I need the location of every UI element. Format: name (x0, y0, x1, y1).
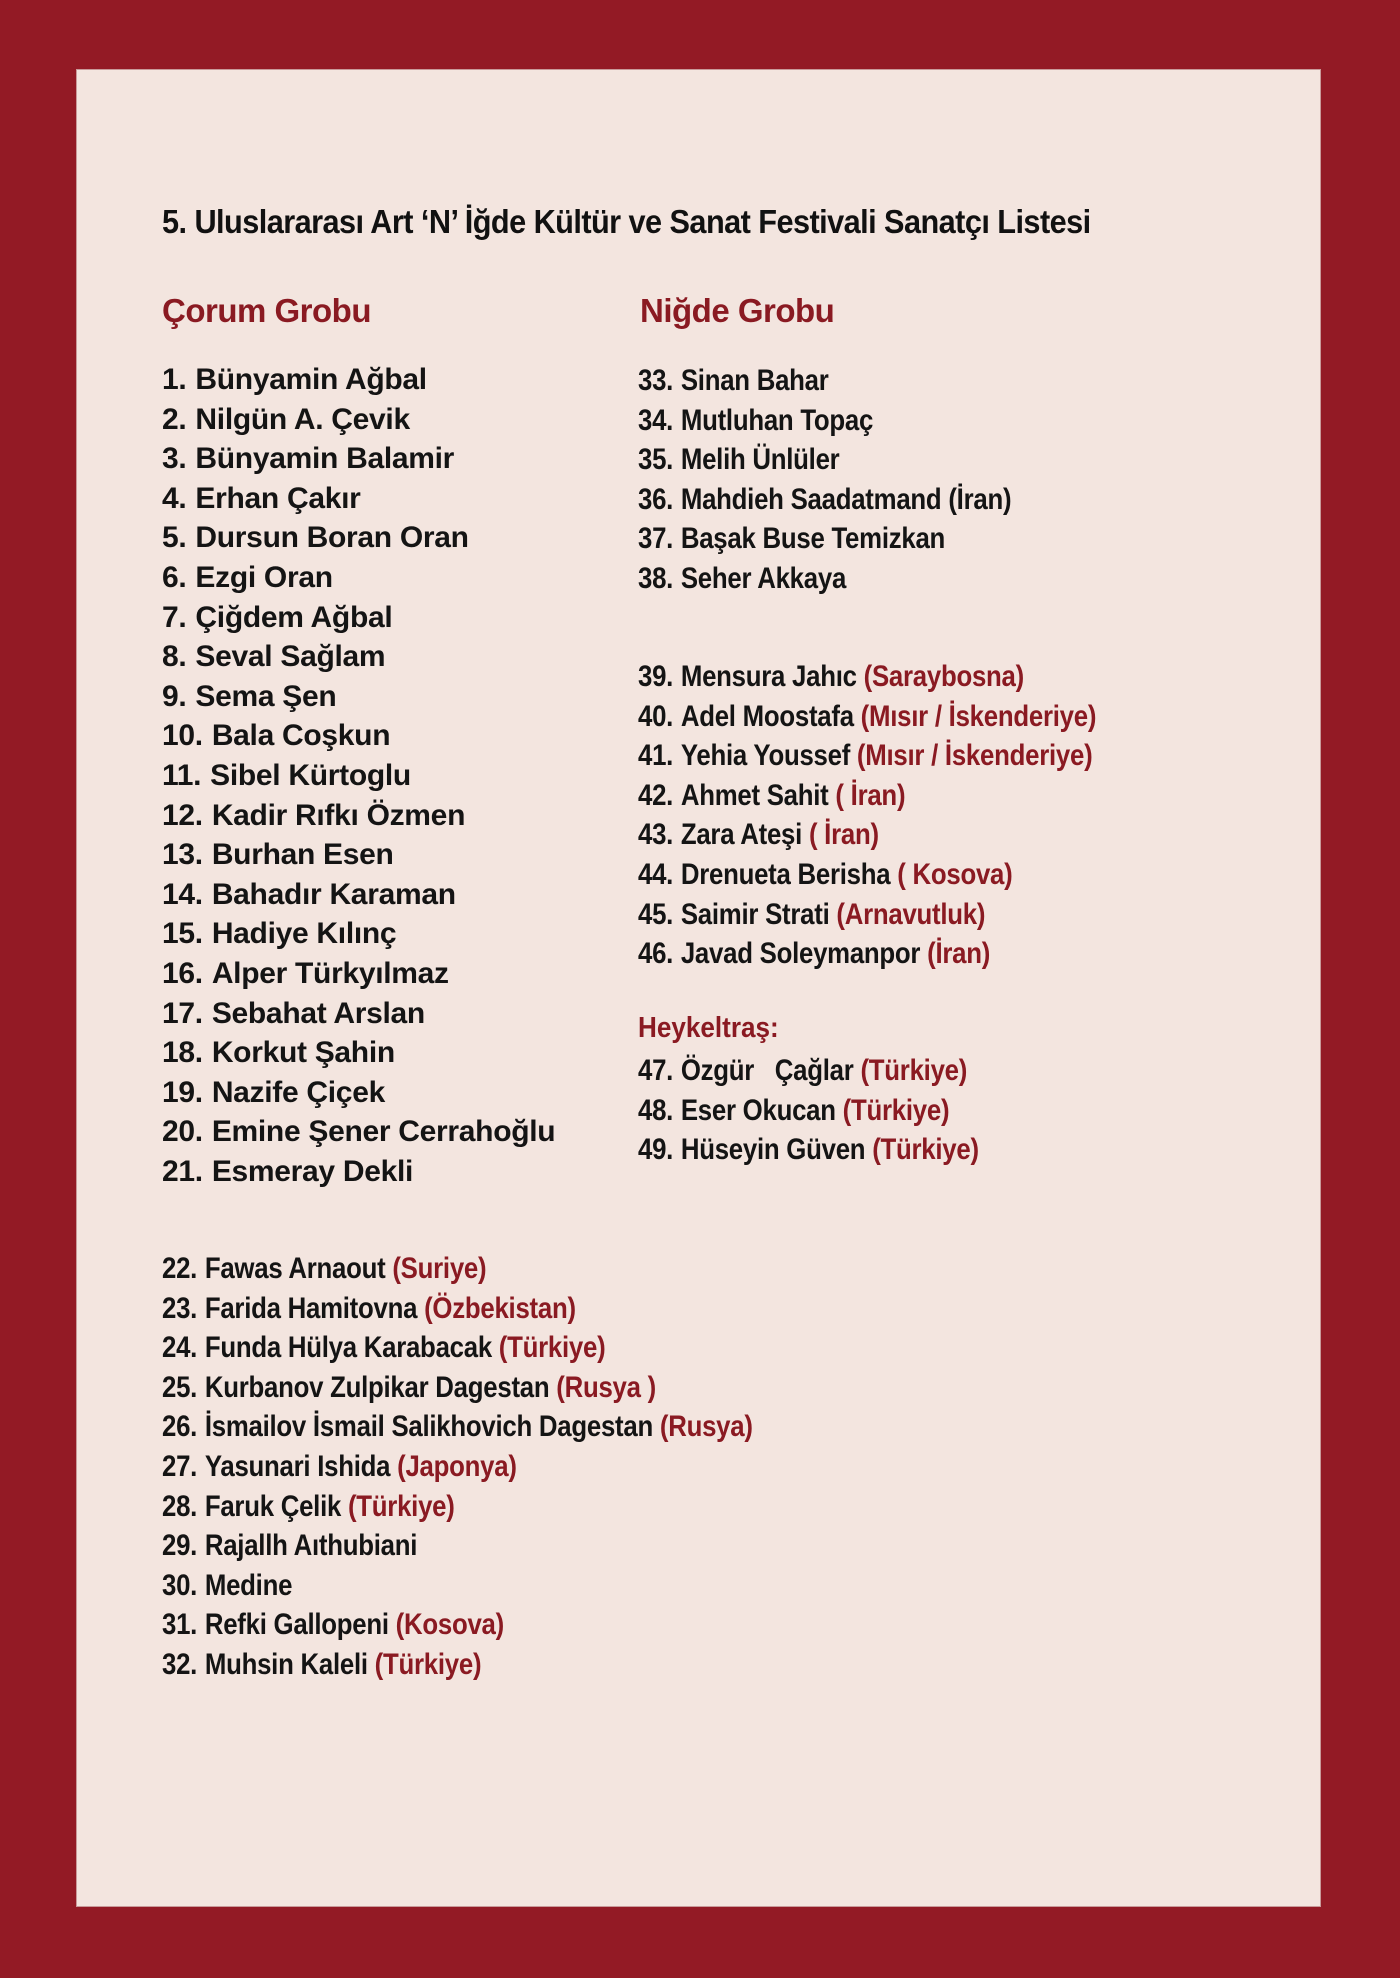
list-item: 33. Sinan Bahar (638, 364, 829, 397)
list-item: 15. Hadiye Kılınç (162, 917, 397, 951)
list-item: 36. Mahdieh Saadatmand (İran) (638, 482, 1012, 516)
list-item: 34. Mutluhan Topaç (638, 403, 874, 437)
list-item: 39. Mensura Jahıc (Saraybosna) (638, 660, 1024, 693)
list-item: 2. Nilgün A. Çevik (162, 402, 410, 436)
list-item: 11. Sibel Kürtoglu (162, 758, 411, 792)
country-label: (Arnavutluk) (836, 897, 986, 931)
list-item: 7. Çiğdem Ağbal (162, 600, 393, 634)
list-item: 42. Ahmet Sahit ( İran) (638, 778, 906, 812)
list-item: 6. Ezgi Oran (162, 560, 333, 594)
international-artist-list-right (638, 657, 1171, 974)
sculptor-list (638, 1051, 1034, 1170)
list-item: 16. Alper Türkyılmaz (162, 956, 449, 990)
list-item: 45. Saimir Strati (Arnavutluk) (638, 897, 986, 931)
document-title: 5. Uluslararası Art ‘N’ İğde Kültür ve Sanat Festivali Sanatçı Listesi (162, 203, 1091, 240)
list-item: 44. Drenueta Berisha ( Kosova) (638, 857, 1013, 891)
list-item: 30. Medine (162, 1568, 293, 1602)
country-label: (Türkiye) (860, 1054, 968, 1087)
list-item: 41. Yehia Youssef (Mısır / İskenderiye) (638, 739, 1093, 773)
list-item: 27. Yasunari Ishida (Japonya) (162, 1449, 517, 1483)
list-item: 9. Sema Şen (162, 679, 337, 713)
list-item: 32. Muhsin Kaleli (Türkiye) (162, 1647, 482, 1681)
country-label: ( İran) (808, 818, 879, 852)
list-item: 23. Farida Hamitovna (Özbekistan) (162, 1291, 576, 1325)
country-label: (Saraybosna) (863, 660, 1024, 693)
nigde-group-heading: Niğde Grobu (640, 292, 835, 329)
country-label: (Türkiye) (498, 1331, 606, 1365)
list-item: 12. Kadir Rıfkı Özmen (162, 798, 466, 832)
list-item: 37. Başak Buse Temizkan (638, 522, 946, 556)
nigde-artist-list (638, 361, 1072, 599)
list-item: 43. Zara Ateşi ( İran) (638, 818, 879, 852)
list-item: 26. İsmailov İsmail Salikhovich Dagestan (Rusya) (162, 1410, 753, 1444)
list-item: 1. Bünyamin Ağbal (162, 363, 427, 396)
country-label: (Türkiye) (374, 1647, 482, 1681)
country-label: (Mısır / İskenderiye) (856, 739, 1093, 773)
corum-group-heading: Çorum Grobu (162, 292, 371, 329)
country-label: (Türkiye) (347, 1489, 455, 1523)
list-item: 18. Korkut Şahin (162, 1036, 395, 1070)
list-item: 10. Bala Coşkun (162, 719, 391, 753)
list-item: 4. Erhan Çakır (162, 481, 361, 515)
list-item: 19. Nazife Çiçek (162, 1075, 385, 1109)
list-item: 40. Adel Moostafa (Mısır / İskenderiye) (638, 699, 1097, 733)
international-artist-list-left (162, 1249, 849, 1685)
list-item: 8. Seval Sağlam (162, 640, 386, 674)
list-item: 20. Emine Şener Cerrahoğlu (162, 1115, 556, 1149)
country-label: ( İran) (835, 778, 906, 812)
list-item: 17. Sebahat Arslan (162, 996, 425, 1030)
list-item: 14. Bahadır Karaman (162, 877, 456, 911)
country-label: (Türkiye) (872, 1133, 979, 1167)
list-item: 47. Özgür Çağlar (Türkiye) (638, 1054, 968, 1087)
list-item: 22. Fawas Arnaout (Suriye) (162, 1252, 487, 1285)
country-label: (Rusya ) (556, 1370, 656, 1404)
list-item: 24. Funda Hülya Karabacak (Türkiye) (162, 1331, 606, 1365)
country-label: (Mısır / İskenderiye) (860, 699, 1097, 733)
list-item: 29. Rajallh Aıthubiani (162, 1529, 418, 1563)
country-label: (Rusya) (659, 1410, 753, 1444)
country-label: (İran) (927, 937, 991, 971)
country-label: (Özbekistan) (424, 1291, 576, 1325)
list-item: 48. Eser Okucan (Türkiye) (638, 1093, 950, 1127)
list-item: 13. Burhan Esen (162, 838, 394, 872)
list-item: 31. Refki Gallopeni (Kosova) (162, 1608, 504, 1642)
country-label: (Japonya) (397, 1449, 517, 1483)
country-label: (Türkiye) (842, 1093, 950, 1127)
list-item: 49. Hüseyin Güven (Türkiye) (638, 1133, 979, 1167)
list-item: 5. Dursun Boran Oran (162, 521, 469, 555)
country-label: (Suriye) (392, 1252, 487, 1285)
list-item: 38. Seher Akkaya (638, 561, 847, 595)
list-item: 28. Faruk Çelik (Türkiye) (162, 1489, 455, 1523)
sculptors-heading: Heykeltraş: (638, 1012, 779, 1044)
list-item: 46. Javad Soleymanpor (İran) (638, 937, 991, 971)
list-item: 35. Melih Ünlüler (638, 443, 840, 477)
list-item: 3. Bünyamin Balamir (162, 442, 455, 476)
list-item: 21. Esmeray Dekli (162, 1154, 414, 1188)
country-label: (Kosova) (395, 1608, 504, 1642)
corum-artist-list (162, 360, 555, 1191)
list-item: 25. Kurbanov Zulpikar Dagestan (Rusya ) (162, 1370, 656, 1404)
country-label: ( Kosova) (897, 857, 1013, 891)
